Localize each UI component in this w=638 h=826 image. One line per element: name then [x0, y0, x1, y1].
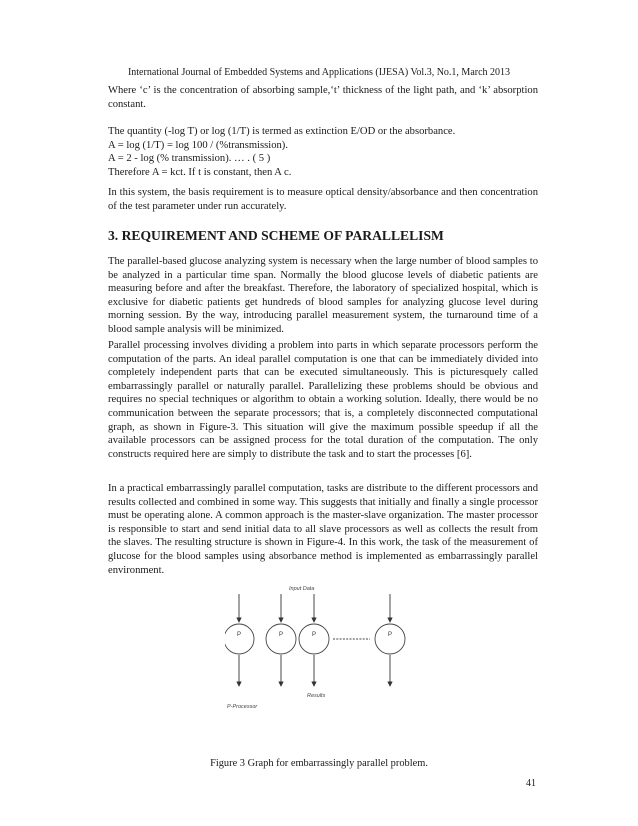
- node-label: P: [312, 632, 317, 638]
- node-label: P: [279, 632, 284, 638]
- paragraph-2-text: [108, 339, 538, 461]
- paragraph-2-body: Parallel processing involves dividing a problem into parts in which separate processors perform the computation of the parts. An ideal parallel computation is one that can be immediately divided into completely independent parts that can be executed simultaneously. This is picturesquely called embarrassingly parallel or naturally parallel. Parallelizing these problems should be obvious and requires no special techniques or algorithm to obtain a working solution. Ideally, there would be no communication between the separate processors; that is, a completely disconnected computational graph, as shown in Figure-3. This situation will give the maximum possible speedup if all the available processors can be assigned process for the total duration of the computation. The only constructs required here are simply to distribute the task and to start the processes: [108, 340, 538, 460]
- system-paragraph: [108, 186, 538, 213]
- paragraph-1: [108, 255, 538, 337]
- results-label: Results: [307, 693, 326, 699]
- equation-line: A = log (1/T) = log 100 / (%transmission).: [108, 139, 288, 151]
- equation-line: Therefore A = kct. If t is constant, then A c.: [108, 166, 292, 178]
- journal-header: International Journal of Embedded Systems and Applications (IJESA) Vol.3, No.1, March 2013: [127, 67, 511, 78]
- citation-ref: [6].: [456, 448, 472, 460]
- processor-node: [225, 624, 254, 654]
- figure-caption: Figure 3 Graph for embarrassingly parallel problem.: [210, 758, 428, 769]
- paragraph-1-text: The parallel-based glucose analyzing system is necessary when the large number of blood samples to be analyzed in a particular time span. Normally the blood glucose levels of diabetic patients are measuring before and after the breakfast. Therefore, the laboratory of specialized hospital, which is exclusive for diabetic patients get hundreds of blood samples for analyzing glucose level during morning session. By the way, introducing parallel measurement system, the turnaround time of a blood sample analysis will be minimized.: [108, 256, 538, 335]
- page-number: 41: [526, 778, 536, 789]
- node-label: P: [237, 632, 242, 638]
- input-data-label: Input Data: [289, 586, 315, 592]
- paragraph-3-text: In a practical embarrassingly parallel computation, tasks are distribute to the different processors and results collected and combined in some way. This suggests that initially and finally a single processor must be operating alone. A common approach is the master-slave organization. The master processor is responsible to start and send initial data to all slave processors as well as collects the result from the slaves. The resulting structure is shown in Figure-4. In this work, the task of the measurement of glucose for the blood samples using absorbance method is implemented as embarrassingly parallel environment.: [108, 483, 538, 576]
- paragraph-3: [108, 482, 538, 577]
- processor-node: [375, 624, 405, 654]
- equation-line: The quantity (-log T) or log (1/T) is termed as extinction E/OD or the absorbance.: [108, 126, 456, 137]
- processor-legend: P-Processor: [227, 704, 258, 710]
- section-heading: 3. REQUIREMENT AND SCHEME OF PARALLELISM: [108, 228, 444, 243]
- system-text: In this system, the basis requirement is to measure optical density/absorbance and then concentration of the test parameter under run accurately.: [108, 187, 538, 212]
- equations-block: [108, 125, 538, 179]
- equation-line: A = 2 - log (% transmission). … . ( 5 ): [108, 153, 271, 165]
- intro-paragraph: [108, 84, 538, 111]
- node-label: P: [388, 632, 393, 638]
- processor-node: [266, 624, 296, 654]
- parallel-graph-figure: [225, 584, 420, 712]
- paragraph-2: [108, 339, 538, 461]
- processor-node: [299, 624, 329, 654]
- intro-text: Where ‘c’ is the concentration of absorbing sample,‘t’ thickness of the light path, and ‘k’ absorption constant.: [108, 85, 538, 110]
